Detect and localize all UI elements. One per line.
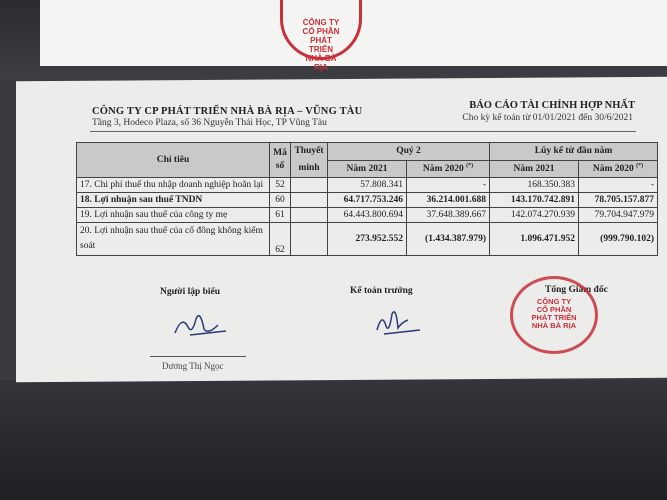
row-q2-2021: 273.952.552: [328, 223, 407, 256]
preparer-label: Người lập biểu: [160, 287, 221, 297]
table-row: [77, 193, 658, 208]
row-q2-2020: -: [407, 178, 490, 193]
row-label: 18. Lợi nhuận sau thuế TNDN: [77, 193, 270, 208]
row-code: 52: [270, 178, 291, 193]
row-ytd-2020: 78.705.157.877: [579, 193, 658, 208]
chief-accountant-label: Kế toán trưởng: [350, 286, 413, 296]
company-name: CÔNG TY CP PHÁT TRIỂN NHÀ BÀ RỊA – VŨNG TÀU: [92, 106, 363, 117]
row-code: 61: [270, 208, 291, 223]
company-seal-top-text: CÔNG TY CỔ PHẦN PHÁT TRIỂN NHÀ BÀ RỊA: [302, 18, 340, 72]
table-row: [77, 178, 658, 193]
row-q2-2021: 64.443.800.694: [328, 208, 407, 223]
row-q2-2020: (1.434.387.979): [407, 223, 490, 256]
header-divider: [90, 131, 636, 132]
row-label: 19. Lợi nhuận sau thuế của công ty mẹ: [77, 208, 270, 223]
row-ytd-2020: (999.790.102): [579, 223, 658, 256]
row-ytd-2021: 168.350.383: [490, 178, 579, 193]
row-label: 17. Chi phí thuế thu nhập doanh nghiệp hoãn lại: [77, 178, 270, 193]
row-note: [291, 178, 328, 193]
row-ytd-2021: 143.170.742.891: [490, 193, 579, 208]
row-code: 60: [270, 193, 291, 208]
monitor-bottom-background: [0, 380, 667, 500]
chief-accountant-signature: [372, 300, 427, 340]
row-note: [291, 223, 328, 256]
row-ytd-2021: 142.074.270.939: [490, 208, 579, 223]
preparer-signature: [170, 305, 230, 340]
table-header-row: [77, 143, 658, 161]
report-title: BÁO CÁO TÀI CHÍNH HỢP NHẤT: [469, 100, 635, 111]
row-q2-2021: 64.717.753.246: [328, 193, 407, 208]
row-q2-2020: 37.648.389.667: [407, 208, 490, 223]
company-seal-bottom-text: CÔNG TY CỔ PHẦN PHÁT TRIỂN NHÀ BÀ RỊA: [531, 297, 577, 330]
company-address: Tầng 3, Hodeco Plaza, số 36 Nguyễn Thái Học, TP Vũng Tàu: [92, 118, 327, 128]
header-luy-ke: Lũy kế từ đầu năm: [490, 143, 658, 161]
table-row: [77, 223, 658, 256]
header-ma-so: Mã số: [270, 143, 291, 178]
row-note: [291, 193, 328, 208]
row-q2-2020: 36.214.001.688: [407, 193, 490, 208]
row-note: [291, 208, 328, 223]
row-q2-2021: 57.808.341: [328, 178, 407, 193]
report-period: Cho kỳ kế toán từ 01/01/2021 đến 30/6/2021: [462, 113, 633, 123]
income-statement-table: [76, 142, 658, 256]
preparer-signature-line: [150, 356, 246, 357]
row-ytd-2021: 1.096.471.952: [490, 223, 579, 256]
header-ytd-2020: Năm 2020 (*): [579, 160, 658, 178]
row-label: 20. Lợi nhuận sau thuế của cổ đông không kiểm soát: [77, 223, 270, 256]
header-chi-tieu: Chỉ tiêu: [77, 143, 270, 178]
header-q2-2020: Năm 2020 (*): [407, 160, 490, 178]
row-ytd-2020: -: [579, 178, 658, 193]
row-code: 62: [270, 223, 291, 256]
table-row: [77, 208, 658, 223]
header-q2-2021: Năm 2021: [328, 160, 407, 178]
preparer-name: Dương Thị Ngọc: [162, 361, 224, 371]
header-quy-2: Quý 2: [328, 143, 490, 161]
header-ytd-2021: Năm 2021: [490, 160, 579, 178]
director-label: Tổng Giám đốc: [545, 285, 608, 295]
header-thuyet-minh: Thuyết minh: [291, 143, 328, 178]
row-ytd-2020: 79.704.947.979: [579, 208, 658, 223]
